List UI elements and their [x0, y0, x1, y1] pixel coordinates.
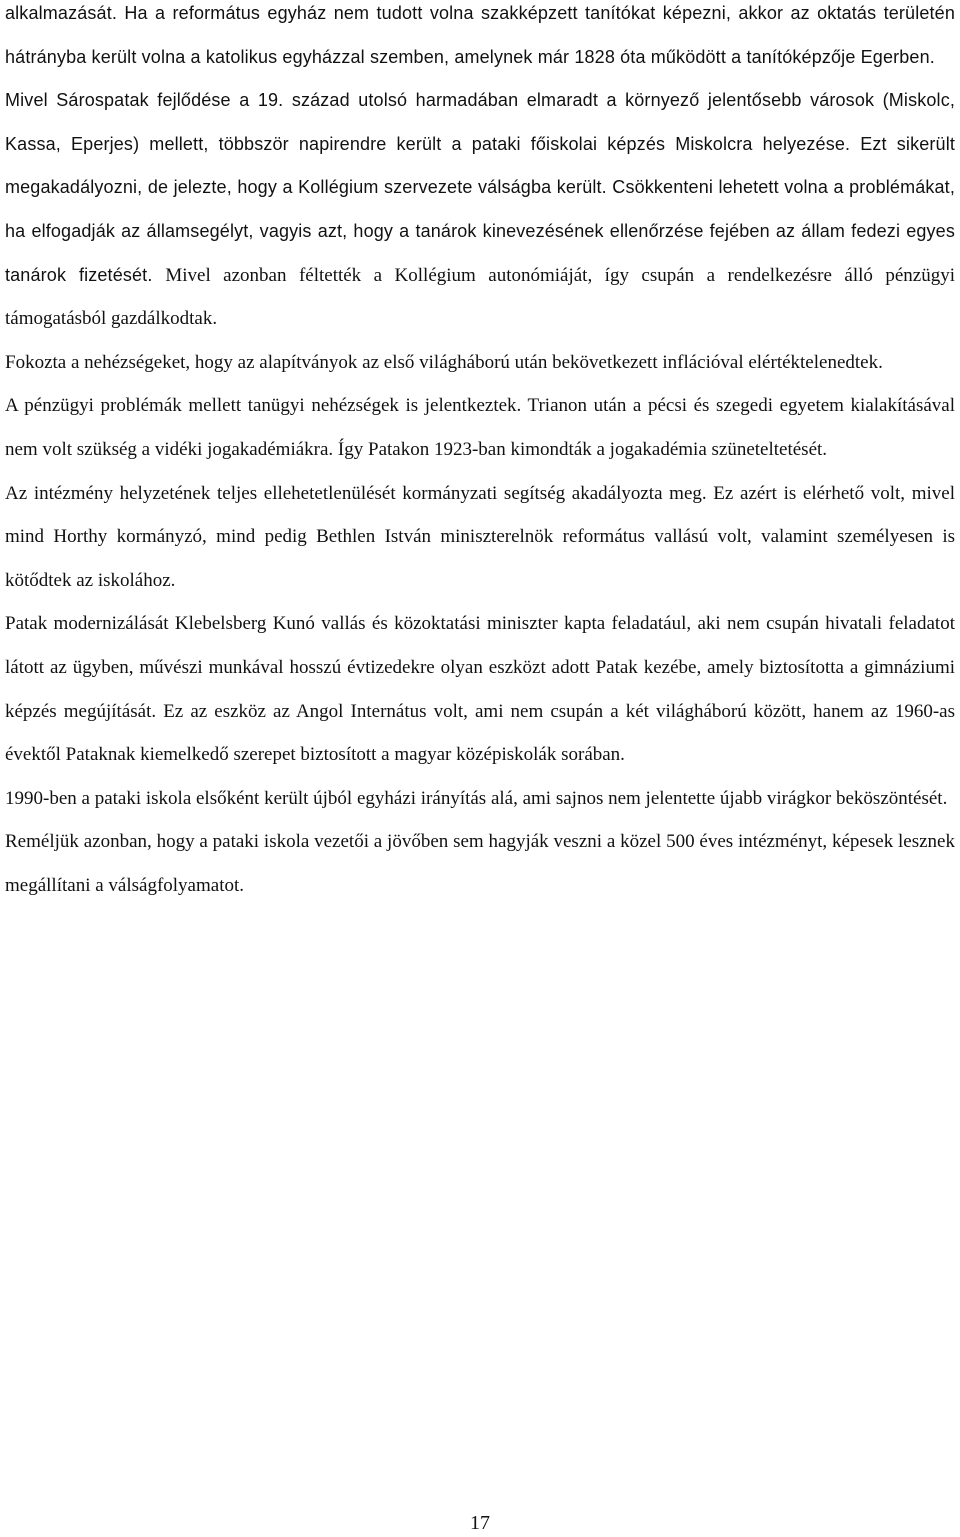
paragraph-5	[5, 472, 955, 603]
paragraph-text: alkalmazását. Ha a református egyház nem tudott volna szakképzett tanítókat képezni, akkor az oktatás területén hátrányba került volna a katolikus egyházzal szemben, amelynek már 1828 óta működött a tanítóképzője Egerben.	[5, 3, 955, 67]
paragraph-6	[5, 602, 955, 776]
page-number: 17	[470, 1512, 490, 1534]
paragraph-text: 1990-ben a pataki iskola elsőként került újból egyházi irányítás alá, ami sajnos nem jelentette újabb virágkor beköszöntését.	[5, 787, 948, 809]
paragraph-1	[5, 0, 955, 79]
document-page	[5, 0, 955, 907]
paragraph-3	[5, 341, 955, 385]
paragraph-text: A pénzügyi problémák mellett tanügyi nehézségek is jelentkeztek. Trianon után a pécsi és szegedi egyetem kialakításával nem volt szükség a vidéki jogakadémiákra. Így Patakon 1923-ban kimondták a jogakadémia szüneteltetését.	[5, 395, 955, 460]
paragraph-text: Patak modernizálását Klebelsberg Kunó vallás és közoktatási miniszter kapta feladatául, aki nem csupán hivatali feladatot látott az ügyben, művészi munkával hosszú évtizedekre olyan eszközt adott Patak kezébe, amely biztosította a gimnáziumi képzés megújítását. Ez az eszköz az Angol Internátus volt, ami nem csupán a két világháború között, hanem az 1960-as évektől Pataknak kiemelkedő szerepet biztosított a magyar középiskolák sorában.	[5, 613, 955, 766]
paragraph-text: Mivel Sárospatak fejlődése a 19. század utolsó harmadában elmaradt a környező jelentősebb városok (Miskolc, Kassa, Eperjes) mellett, többször napirendre került a pataki főiskolai képzés Miskolcra helyezése. Ezt sikerült megakadályozni, de jelezte, hogy a Kollégium szervezete válságba került. Csökkenteni lehetett volna a problémákat, ha elfogadják az államsegélyt, vagyis azt, hogy a tanárok kinevezésének ellenőrzése fejében az állam fedezi egyes tanárok fizetését.	[5, 90, 955, 285]
paragraph-7	[5, 777, 955, 821]
paragraph-text: Mivel azonban féltették a Kollégium autonómiáját, így csupán a rendelkezésre álló pénzügyi támogatásból gazdálkodtak.	[5, 264, 955, 330]
paragraph-text: Az intézmény helyzetének teljes ellehetetlenülését kormányzati segítség akadályozta meg. Ez azért is elérhető volt, mivel mind Horthy kormányzó, mind pedig Bethlen István miniszterelnök református vallású volt, valamint személyesen is kötődtek az iskolához.	[5, 482, 955, 591]
paragraph-8	[5, 820, 955, 907]
paragraph-4	[5, 384, 955, 471]
paragraph-text: Fokozta a nehézségeket, hogy az alapítványok az első világháború után bekövetkezett inflációval elértéktelenedtek.	[5, 351, 883, 373]
paragraph-text: Reméljük azonban, hogy a pataki iskola vezetői a jövőben sem hagyják veszni a közel 500 éves intézményt, képesek lesznek megállítani a válságfolyamatot.	[5, 831, 955, 896]
paragraph-2	[5, 79, 955, 341]
